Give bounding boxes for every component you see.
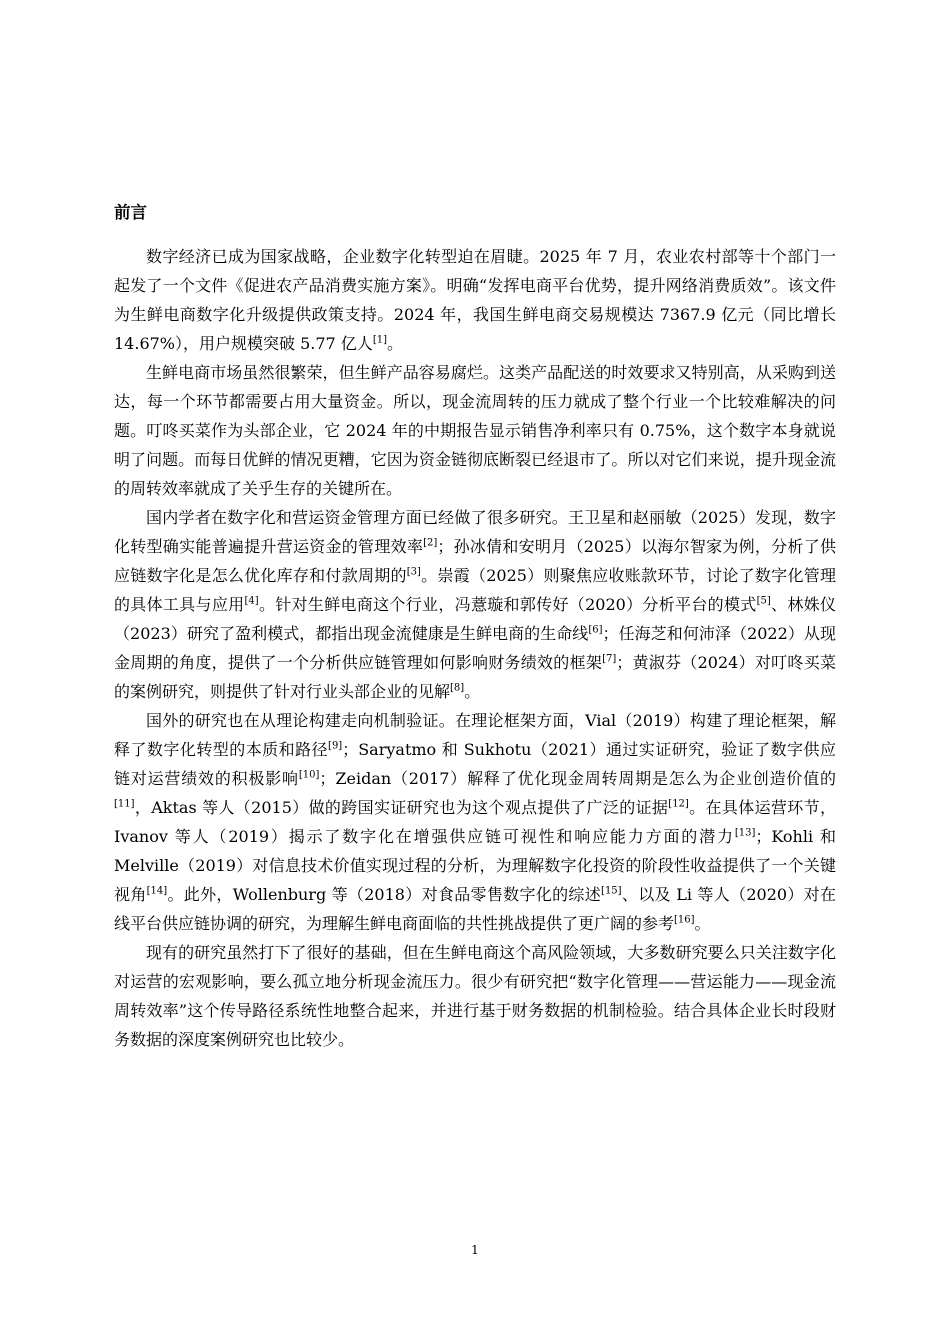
body-paragraph [114, 706, 836, 938]
citation-marker: [13] [734, 827, 756, 839]
paragraph-text: 数字经济已成为国家战略，企业数字化转型迫在眉睫。2025 年 7 月，农业农村部等十个部门一起发了一个文件《促进农产品消费实施方案》。明确“发挥电商平台优势，提升网络消费质效”。该文件为生鲜电商数字化升级提供政策支持。2024 年，我国生鲜电商交易规模达 7367.9 亿元（同比增长 14.67%），用户规模突破 5.77 亿人 [114, 247, 836, 353]
document-body [114, 196, 836, 1054]
body-paragraph [114, 503, 836, 706]
citation-marker: [3] [406, 566, 421, 578]
paragraph-text: ，Aktas 等人（2015）做的跨国实证研究也为这个观点提供了广泛的证据 [134, 798, 669, 817]
paragraph-text: 、林姝仪（2023）研究了盈利模式，都指出现金流健康是生鲜电商的生命线 [114, 595, 836, 643]
paragraph-text: ；孙冰倩和安明月（2025）以海尔智家为例，分析了供应链数字化是怎么优化库存和付款周期的 [114, 537, 836, 585]
citation-marker: [10] [298, 769, 320, 781]
citation-marker: [12] [668, 798, 689, 810]
citation-marker: [6] [588, 624, 603, 636]
paragraph-text: 国内学者在数字化和营运资金管理方面已经做了很多研究。王卫星和赵丽敏（2025）发现，数字化转型确实能普遍提升营运资金的管理效率 [114, 508, 836, 556]
body-paragraph [114, 938, 836, 1054]
citation-marker: [11] [114, 798, 135, 810]
paragraph-text: 。 [386, 334, 403, 353]
citation-marker: [5] [756, 595, 771, 607]
citation-marker: [9] [328, 740, 343, 752]
citation-marker: [7] [602, 653, 617, 665]
paragraph-text: 。此外，Wollenburg 等（2018）对食品零售数字化的综述 [167, 885, 602, 904]
paragraph-text: 生鲜电商市场虽然很繁荣，但生鲜产品容易腐烂。这类产品配送的时效要求又特别高，从采购到送达，每一个环节都需要占用大量资金。所以，现金流周转的压力就成了整个行业一个比较难解决的问题。叮咚买菜作为头部企业，它 2024 年的中期报告显示销售净利率只有 0.75%，这个数字本身就说明了问题。而每日优鲜的情况更糟，它因为资金链彻底断裂已经退市了。所以对它们来说，提升现金流的周转效率就成了关乎生存的关键所在。 [114, 363, 836, 498]
body-paragraph [114, 358, 836, 503]
paragraph-text: 现有的研究虽然打下了很好的基础，但在生鲜电商这个高风险领域，大多数研究要么只关注数字化对运营的宏观影响，要么孤立地分析现金流压力。很少有研究把“数字化管理——营运能力——现金流周转效率”这个传导路径系统性地整合起来，并进行基于财务数据的机制检验。结合具体企业长时段财务数据的深度案例研究也比较少。 [114, 943, 836, 1049]
paragraph-text: 。针对生鲜电商这个行业，冯薏璇和郭传好（2020）分析平台的模式 [258, 595, 757, 614]
citation-marker: [14] [146, 885, 168, 897]
paragraph-container [114, 242, 836, 1054]
citation-marker: [4] [244, 595, 259, 607]
paragraph-text: ；任海芝和何沛泽（2022）从现金周期的角度，提供了一个分析供应链管理如何影响财务绩效的框架 [114, 624, 836, 672]
paragraph-text: 。崇霞（2025）则聚焦应收账款环节，讨论了数字化管理的具体工具与应用 [114, 566, 836, 614]
paragraph-text: 。 [464, 682, 481, 701]
paragraph-text: ；Zeidan（2017）解释了优化现金周转周期是怎么为企业创造价值的 [319, 769, 836, 788]
section-heading: 前言 [114, 203, 147, 222]
paragraph-text: 。在具体运营环节，Ivanov 等人（2019）揭示了数字化在增强供应链可视性和响应能力方面的潜力 [114, 798, 836, 846]
paragraph-text: 国外的研究也在从理论构建走向机制验证。在理论框架方面，Vial（2019）构建了理论框架，解释了数字化转型的本质和路径 [114, 711, 836, 759]
paragraph-text: 、以及 Li 等人（2020）对在线平台供应链协调的研究，为理解生鲜电商面临的共性挑战提供了更广阔的参考 [114, 885, 836, 933]
page-number: 1 [471, 1243, 479, 1257]
paragraph-text: ；Saryatmo 和 Sukhotu（2021）通过实证研究，验证了数字供应链对运营绩效的积极影响 [114, 740, 836, 788]
body-paragraph [114, 242, 836, 358]
citation-marker: [15] [601, 885, 622, 897]
citation-marker: [16] [674, 914, 695, 926]
paragraph-text: ；黄淑芬（2024）对叮咚买菜的案例研究，则提供了针对行业头部企业的见解 [114, 653, 836, 701]
paragraph-text: 。 [694, 914, 711, 933]
citation-marker: [2] [423, 537, 438, 549]
citation-marker: [1] [372, 334, 387, 346]
citation-marker: [8] [450, 682, 465, 694]
paragraph-text: ；Kohli 和 Melville（2019）对信息技术价值实现过程的分析，为理解数字化投资的阶段性收益提供了一个关键视角 [114, 827, 836, 904]
